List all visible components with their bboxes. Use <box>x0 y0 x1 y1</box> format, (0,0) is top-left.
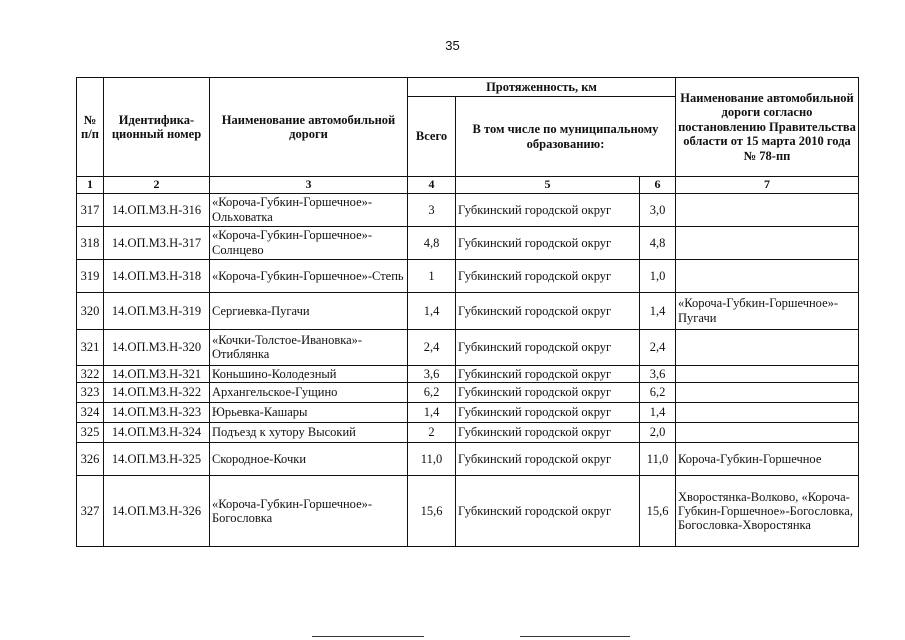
cell-municipality: Губкинский городской округ <box>456 443 640 476</box>
header-including: В том числе по муниципальному образованию: <box>456 97 676 177</box>
roads-table <box>76 77 859 547</box>
table-row <box>77 443 859 476</box>
table-row <box>77 226 859 259</box>
cell-municipality-km: 2,4 <box>640 329 676 365</box>
cell-decree-name <box>676 403 859 423</box>
cell-municipality: Губкинский городской округ <box>456 259 640 292</box>
bottom-rule <box>312 636 424 637</box>
cell-row-number: 323 <box>77 383 104 403</box>
header-road-name: Наименование автомобильной дороги <box>210 78 408 177</box>
cell-total-km: 1 <box>408 259 456 292</box>
cell-municipality-km: 6,2 <box>640 383 676 403</box>
table-row <box>77 403 859 423</box>
cell-municipality: Губкинский городской округ <box>456 365 640 382</box>
cell-road-name: Сергиевка-Пугачи <box>210 292 408 329</box>
cell-municipality: Губкинский городской округ <box>456 292 640 329</box>
cell-row-number: 325 <box>77 423 104 443</box>
page-number: 35 <box>445 38 460 53</box>
cell-municipality: Губкинский городской округ <box>456 476 640 547</box>
cell-total-km: 4,8 <box>408 226 456 259</box>
cell-road-name: Архангельское-Гущино <box>210 383 408 403</box>
cell-total-km: 15,6 <box>408 476 456 547</box>
cell-municipality-km: 11,0 <box>640 443 676 476</box>
cell-road-name: Подъезд к хутору Высокий <box>210 423 408 443</box>
cell-municipality: Губкинский городской округ <box>456 193 640 226</box>
cell-decree-name <box>676 259 859 292</box>
cell-municipality: Губкинский городской округ <box>456 403 640 423</box>
table-row <box>77 329 859 365</box>
cell-total-km: 2,4 <box>408 329 456 365</box>
cell-total-km: 2 <box>408 423 456 443</box>
cell-municipality-km: 3,0 <box>640 193 676 226</box>
cell-identifier: 14.ОП.МЗ.Н-317 <box>104 226 210 259</box>
cell-decree-name <box>676 423 859 443</box>
column-number: 7 <box>676 177 859 194</box>
table-row <box>77 365 859 382</box>
cell-decree-name: Хворостянка-Волково, «Короча-Губкин-Горшечное»-Богословка, Богословка-Хворостянка <box>676 476 859 547</box>
cell-road-name: «Короча-Губкин-Горшечное»-Ольховатка <box>210 193 408 226</box>
cell-decree-name <box>676 193 859 226</box>
cell-identifier: 14.ОП.МЗ.Н-321 <box>104 365 210 382</box>
header-num: № п/п <box>77 78 104 177</box>
header-total: Всего <box>408 97 456 177</box>
cell-row-number: 322 <box>77 365 104 382</box>
cell-identifier: 14.ОП.МЗ.Н-326 <box>104 476 210 547</box>
cell-road-name: «Короча-Губкин-Горшечное»-Солнцево <box>210 226 408 259</box>
cell-total-km: 3 <box>408 193 456 226</box>
cell-row-number: 327 <box>77 476 104 547</box>
cell-municipality-km: 4,8 <box>640 226 676 259</box>
cell-municipality: Губкинский городской округ <box>456 383 640 403</box>
cell-municipality-km: 3,6 <box>640 365 676 382</box>
table-row <box>77 193 859 226</box>
cell-identifier: 14.ОП.МЗ.Н-320 <box>104 329 210 365</box>
cell-row-number: 324 <box>77 403 104 423</box>
cell-decree-name <box>676 383 859 403</box>
cell-row-number: 321 <box>77 329 104 365</box>
cell-road-name: Коньшино-Колодезный <box>210 365 408 382</box>
table-row <box>77 423 859 443</box>
cell-municipality-km: 1,4 <box>640 403 676 423</box>
cell-municipality: Губкинский городской округ <box>456 423 640 443</box>
cell-identifier: 14.ОП.МЗ.Н-318 <box>104 259 210 292</box>
cell-identifier: 14.ОП.МЗ.Н-322 <box>104 383 210 403</box>
cell-identifier: 14.ОП.МЗ.Н-325 <box>104 443 210 476</box>
cell-row-number: 326 <box>77 443 104 476</box>
cell-total-km: 1,4 <box>408 403 456 423</box>
column-number: 3 <box>210 177 408 194</box>
column-number: 2 <box>104 177 210 194</box>
table-row <box>77 476 859 547</box>
cell-identifier: 14.ОП.МЗ.Н-323 <box>104 403 210 423</box>
cell-municipality-km: 1,0 <box>640 259 676 292</box>
cell-total-km: 11,0 <box>408 443 456 476</box>
cell-decree-name: Короча-Губкин-Горшечное <box>676 443 859 476</box>
header-decree-name: Наименование автомобильной дороги согласно постановлению Правительства области от 15 марта 2010 года № 78-пп <box>676 78 859 177</box>
cell-total-km: 6,2 <box>408 383 456 403</box>
cell-municipality-km: 2,0 <box>640 423 676 443</box>
cell-municipality: Губкинский городской округ <box>456 329 640 365</box>
column-number: 6 <box>640 177 676 194</box>
cell-row-number: 317 <box>77 193 104 226</box>
cell-road-name: «Кочки-Толстое-Ивановка»-Отиблянка <box>210 329 408 365</box>
table-row <box>77 259 859 292</box>
cell-decree-name <box>676 365 859 382</box>
column-number: 5 <box>456 177 640 194</box>
cell-road-name: «Короча-Губкин-Горшечное»-Богословка <box>210 476 408 547</box>
cell-municipality-km: 1,4 <box>640 292 676 329</box>
bottom-rule <box>520 636 630 637</box>
cell-road-name: «Короча-Губкин-Горшечное»-Степь <box>210 259 408 292</box>
cell-total-km: 1,4 <box>408 292 456 329</box>
cell-identifier: 14.ОП.МЗ.Н-316 <box>104 193 210 226</box>
cell-row-number: 318 <box>77 226 104 259</box>
table-row <box>77 292 859 329</box>
cell-road-name: Юрьевка-Кашары <box>210 403 408 423</box>
table-body <box>77 193 859 546</box>
cell-road-name: Скородное-Кочки <box>210 443 408 476</box>
cell-decree-name <box>676 226 859 259</box>
cell-municipality-km: 15,6 <box>640 476 676 547</box>
cell-total-km: 3,6 <box>408 365 456 382</box>
cell-row-number: 319 <box>77 259 104 292</box>
column-number: 4 <box>408 177 456 194</box>
cell-decree-name <box>676 329 859 365</box>
cell-row-number: 320 <box>77 292 104 329</box>
header-length-group: Протяженность, км <box>408 78 676 97</box>
cell-municipality: Губкинский городской округ <box>456 226 640 259</box>
column-number: 1 <box>77 177 104 194</box>
cell-identifier: 14.ОП.МЗ.Н-319 <box>104 292 210 329</box>
cell-identifier: 14.ОП.МЗ.Н-324 <box>104 423 210 443</box>
table-row <box>77 383 859 403</box>
header-id: Идентифика-ционный номер <box>104 78 210 177</box>
cell-decree-name: «Короча-Губкин-Горшечное»-Пугачи <box>676 292 859 329</box>
